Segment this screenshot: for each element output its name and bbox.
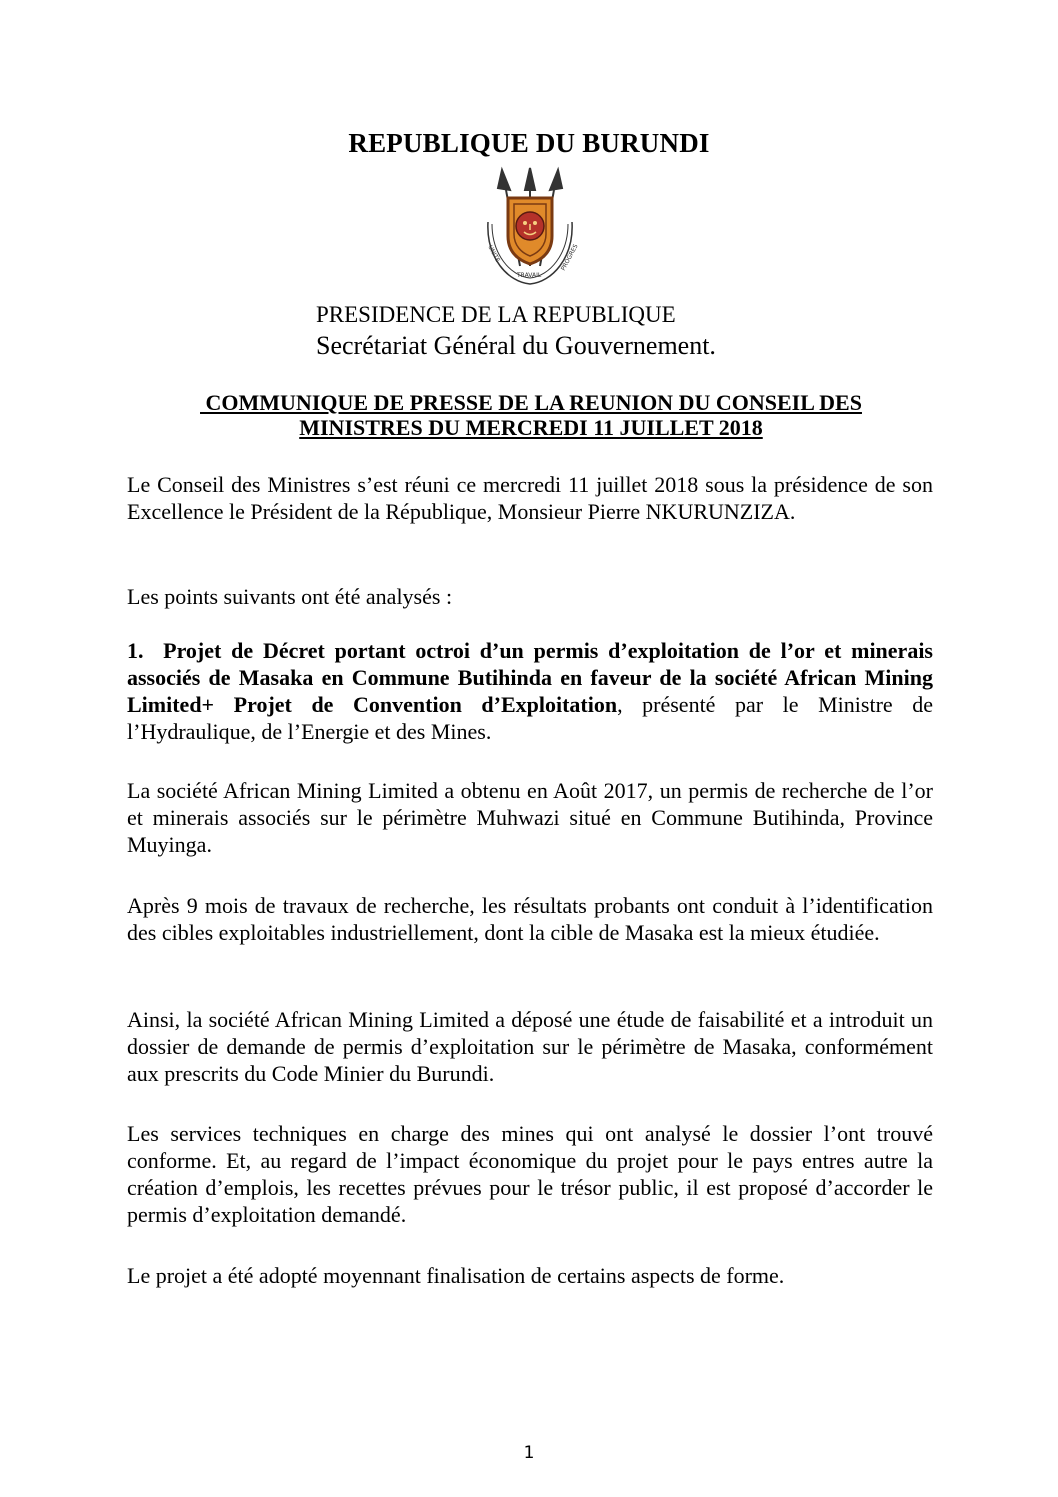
communique-heading (120, 390, 942, 440)
item1-paragraph (127, 637, 939, 745)
motto-middle: TRAVAIL (517, 272, 542, 279)
aml-paragraph: La société African Mining Limited a obtenu en Août 2017, un permis de recherche de l’or et minerais associés sur le périmètre Muhwazi situé en Commune Butihinda, Province Muyinga. (127, 778, 933, 857)
services-paragraph: Les services techniques en charge des mines qui ont analysé le dossier l’ont trouvé conforme. Et, au regard de l’impact économique du projet pour le pays entres autre la création d’emplois, les recettes prévues pour le trésor public, il est proposé d’accorder le permis d’exploitation demandé. (127, 1121, 933, 1227)
ainsi-paragraph: Ainsi, la société African Mining Limited a déposé une étude de faisabilité et a introduit un dossier de demande de permis d’exploitation sur le périmètre de Masaka, conformément aux prescrits du Code Minier du Burundi. (127, 1007, 933, 1086)
page-number: 1 (523, 1443, 535, 1463)
item1-tail: , présenté par le Ministre de l’Hydraulique, de l’Energie et des Mines. (127, 692, 933, 744)
points-paragraph: Les points suivants ont été analysés : (127, 584, 453, 609)
communique-heading-line2: MINISTRES DU MERCREDI 11 JUILLET 2018 (299, 415, 763, 440)
motto-right: PROGRES (559, 243, 580, 272)
lion-head (516, 212, 544, 240)
intro-paragraph: Le Conseil des Ministres s’est réuni ce mercredi 11 juillet 2018 sous la présidence de son Excellence le Président de la République, Monsieur Pierre NKURUNZIZA. (127, 472, 933, 524)
item1-title: 1. Projet de Décret portant octroi d’un permis d’exploitation de l’or et minerais associés de Masaka en Commune Butihinda en faveur de la société African Mining Limited+ Projet de Convention d’Exploitation (127, 638, 939, 717)
burundi-coat-of-arms-icon (468, 166, 592, 292)
communique-heading-line1: COMMUNIQUE DE PRESSE DE LA REUNION DU CONSEIL DES (200, 390, 862, 415)
secretariat-heading: Secrétariat Général du Gouvernement. (316, 331, 716, 360)
motto-left: UNITE (486, 244, 502, 264)
projet-paragraph: Le projet a été adopté moyennant finalisation de certains aspects de forme. (127, 1263, 785, 1288)
apres-paragraph: Après 9 mois de travaux de recherche, les résultats probants ont conduit à l’identification des cibles exploitables industriellement, dont la cible de Masaka est la mieux étudiée. (127, 893, 933, 945)
presidence-heading: PRESIDENCE DE LA REPUBLIQUE (316, 302, 676, 327)
republic-title: REPUBLIQUE DU BURUNDI (348, 128, 710, 158)
